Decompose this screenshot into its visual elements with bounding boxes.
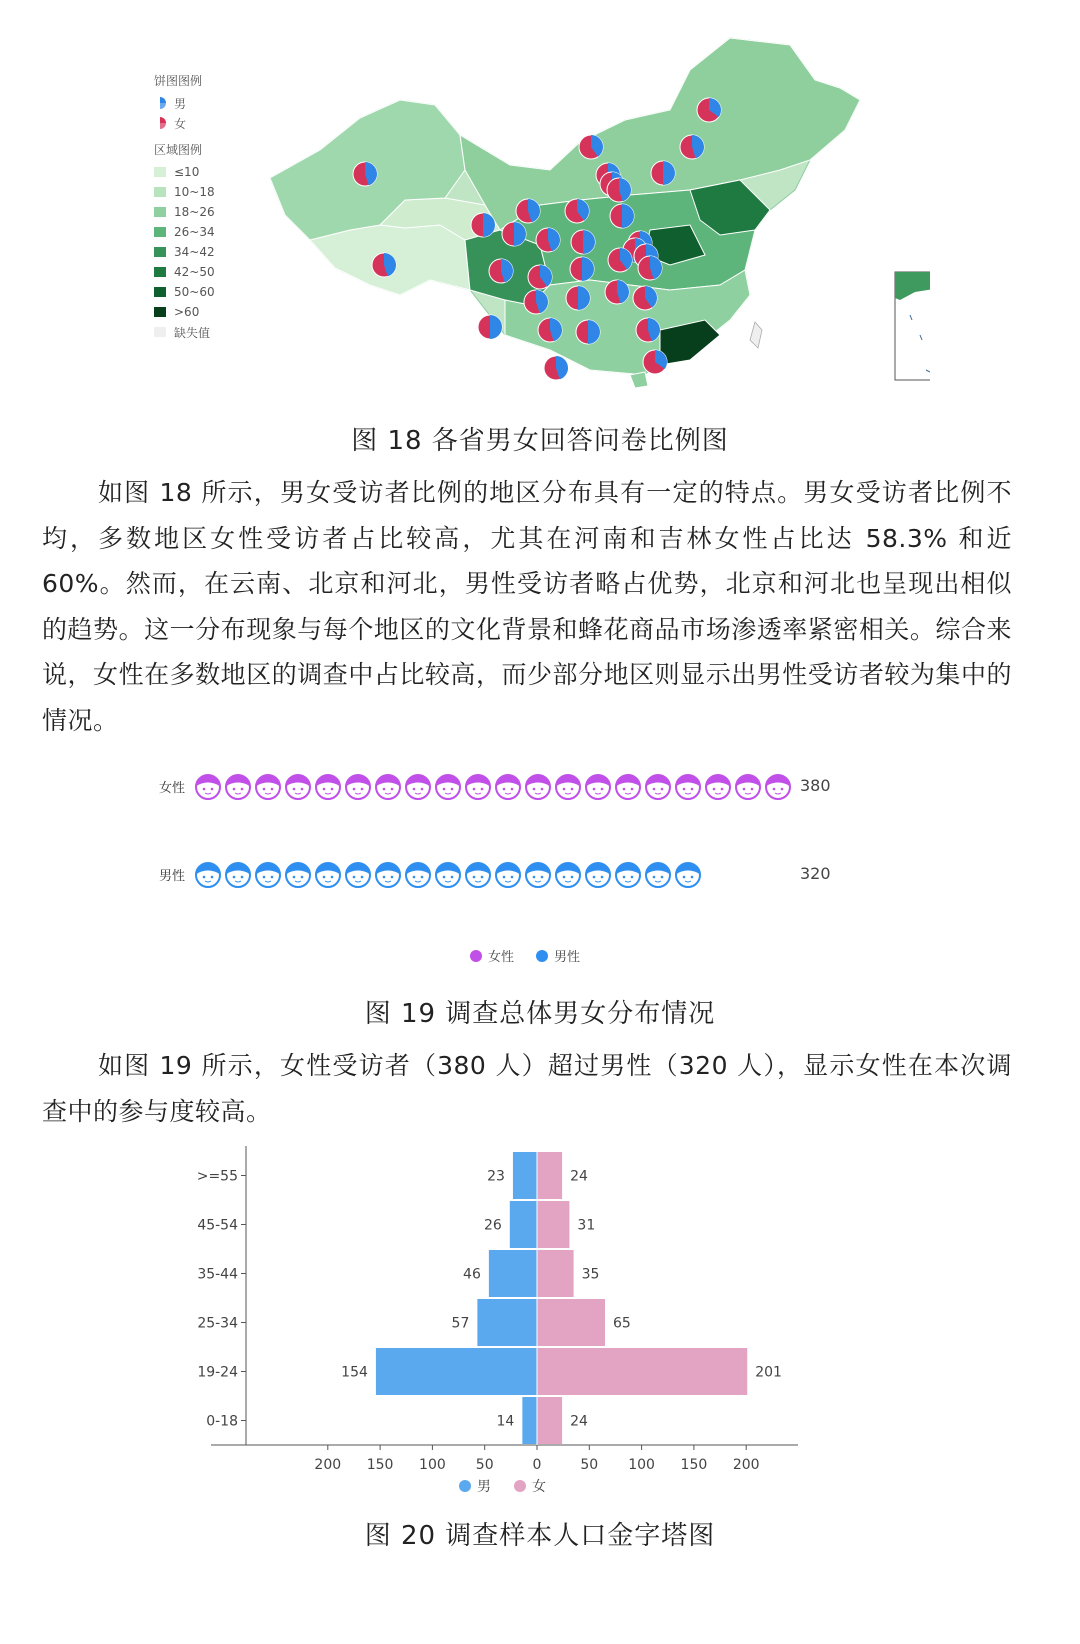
person-icon — [616, 863, 640, 887]
region-legend-label: 34~42 — [174, 245, 215, 259]
x-tick-label: 150 — [366, 1457, 394, 1473]
x-tick-label: 200 — [314, 1457, 342, 1473]
bar-female — [537, 1201, 569, 1248]
pie-marker — [607, 178, 631, 202]
person-icon — [706, 775, 730, 799]
pictogram-icons — [195, 860, 805, 890]
pie-marker — [502, 222, 526, 246]
region-legend-title: 区域图例 — [154, 143, 203, 157]
figure-19 — [140, 760, 860, 970]
bar-female — [537, 1299, 605, 1346]
x-tick-label: 150 — [680, 1457, 708, 1473]
pictogram-legend-item — [536, 946, 580, 965]
person-icon — [286, 775, 310, 799]
person-icon — [766, 775, 790, 799]
person-icon — [376, 863, 400, 887]
pie-slice-icon — [154, 97, 166, 109]
pie-marker — [643, 350, 667, 374]
pie-marker — [697, 98, 721, 122]
pie-marker — [524, 290, 548, 314]
data-label-male: 23 — [487, 1168, 505, 1185]
pie-marker — [571, 230, 595, 254]
region-legend-item — [154, 262, 254, 282]
x-tick-label: 100 — [628, 1457, 655, 1473]
map-legend — [154, 72, 254, 342]
x-tick-label: 200 — [732, 1457, 760, 1473]
pictogram-row-value: 320 — [800, 864, 831, 883]
pictogram-legend-item — [470, 946, 514, 965]
paragraph-1: 如图 18 所示，男女受访者比例的地区分布具有一定的特点。男女受访者比例不均，多数地区女性受访者占比较高，尤其在河南和吉林女性占比达 58.3% 和近 60%。然而，在云南、北京和河北，男性受访者略占优势，北京和河北也呈现出相似的趋势。这一分布现象与每个地区的文化背景和蜂花商品市场渗透率紧密相关。综合来说，女性在多数地区的调查中占比较高，而少部分地区则显示出男性受访者较为集中的情况。 — [42, 478, 1012, 735]
pie-marker — [489, 259, 513, 283]
person-icon — [496, 863, 520, 887]
data-label-male: 26 — [483, 1217, 502, 1234]
person-icon — [226, 863, 250, 887]
pictogram-legend — [140, 946, 910, 965]
person-icon — [646, 775, 670, 799]
legend-dot-icon — [470, 950, 482, 962]
y-tick-label: 25-34 — [197, 1315, 238, 1332]
x-tick-label: 50 — [580, 1457, 599, 1473]
pie-marker — [576, 320, 600, 344]
bar-female — [537, 1348, 747, 1395]
pictogram-row — [140, 772, 860, 802]
paragraph-2: 如图 19 所示，女性受访者（380 人）超过男性（320 人），显示女性在本次调查中的参与度较高。 — [42, 1051, 1012, 1126]
data-label-female: 35 — [581, 1266, 600, 1283]
region-hainan — [630, 372, 648, 388]
pie-marker — [636, 318, 660, 342]
person-icon — [256, 863, 280, 887]
region-legend-item — [154, 222, 254, 242]
person-icon — [346, 775, 370, 799]
person-icon — [586, 775, 610, 799]
region-swatch — [154, 187, 166, 197]
region-taiwan — [750, 322, 762, 348]
pie-marker — [528, 265, 552, 289]
person-icon — [616, 775, 640, 799]
china-map — [250, 30, 930, 390]
person-icon — [406, 863, 430, 887]
population-pyramid-chart — [180, 1140, 820, 1510]
person-icon — [286, 863, 310, 887]
y-tick-label: 0-18 — [206, 1413, 238, 1430]
bar-male — [510, 1201, 537, 1248]
pie-marker — [536, 228, 560, 252]
pie-slice-icon — [154, 117, 166, 129]
data-label-male: 154 — [341, 1364, 368, 1381]
pictogram-legend-label: 女性 — [487, 950, 514, 965]
y-tick-label: 45-54 — [197, 1217, 238, 1234]
pictogram-row-label: 男性 — [158, 869, 185, 884]
bar-male — [489, 1250, 537, 1297]
pie-marker — [651, 161, 675, 185]
data-label-female: 201 — [755, 1364, 782, 1381]
region-swatch — [154, 307, 166, 317]
data-label-male: 46 — [463, 1266, 481, 1283]
x-tick-label: 50 — [475, 1457, 494, 1473]
region-legend-label: 42~50 — [174, 265, 215, 279]
region-swatch — [154, 227, 166, 237]
person-icon — [436, 863, 460, 887]
data-label-female: 24 — [570, 1168, 588, 1185]
pie-marker — [478, 315, 502, 339]
region-legend-label: >60 — [174, 305, 200, 319]
person-icon — [196, 775, 220, 799]
region-legend-label: 10~18 — [174, 185, 215, 199]
person-icon — [316, 775, 340, 799]
pie-legend-title: 饼图图例 — [154, 74, 203, 88]
x-tick-label: 100 — [419, 1457, 446, 1473]
pie-marker — [544, 356, 568, 380]
pie-marker — [638, 256, 662, 280]
pie-marker — [633, 286, 657, 310]
pie-marker — [565, 199, 589, 223]
pie-marker — [516, 199, 540, 223]
person-icon — [376, 775, 400, 799]
pie-marker — [570, 257, 594, 281]
region-swatch — [154, 167, 166, 177]
figure-20-caption: 图 20 调查样本人口金字塔图 — [364, 1521, 716, 1551]
region-swatch — [154, 287, 166, 297]
person-icon — [646, 863, 670, 887]
region-legend-label: 缺失值 — [174, 325, 211, 340]
bar-female — [537, 1397, 562, 1444]
person-icon — [406, 775, 430, 799]
region-legend-item — [154, 202, 254, 222]
y-tick-label: 35-44 — [197, 1266, 238, 1283]
bar-male — [376, 1348, 537, 1395]
region-legend-label: 26~34 — [174, 225, 215, 239]
bar-male — [477, 1299, 537, 1346]
bar-female — [537, 1152, 562, 1199]
person-icon — [316, 863, 340, 887]
region-swatch — [154, 327, 166, 337]
data-label-male: 57 — [451, 1315, 470, 1332]
person-icon — [466, 775, 490, 799]
region-legend-item — [154, 322, 254, 342]
figure-18 — [150, 30, 930, 390]
figure-19-caption: 图 19 调查总体男女分布情况 — [364, 999, 716, 1029]
region-legend-item — [154, 282, 254, 302]
region-swatch — [154, 207, 166, 217]
data-label-female: 31 — [577, 1217, 596, 1234]
region-swatch — [154, 267, 166, 277]
person-icon — [496, 775, 520, 799]
pictogram-row-label: 女性 — [158, 781, 185, 796]
pie-marker — [610, 204, 634, 228]
pictogram-icons — [195, 772, 805, 802]
y-tick-label: >=55 — [196, 1168, 238, 1185]
legend-dot-icon — [514, 1480, 526, 1492]
bar-male — [522, 1397, 537, 1444]
pictogram-legend-label: 男性 — [554, 950, 581, 965]
chart-legend-label: 女 — [532, 1479, 546, 1495]
bar-male — [513, 1152, 537, 1199]
person-icon — [436, 775, 460, 799]
person-icon — [256, 775, 280, 799]
person-icon — [526, 863, 550, 887]
pie-marker — [471, 213, 495, 237]
data-label-male: 14 — [496, 1413, 515, 1430]
x-tick-label: 0 — [532, 1457, 542, 1473]
region-legend-item — [154, 162, 254, 182]
region-legend-item — [154, 242, 254, 262]
pie-legend-label: 男 — [174, 96, 187, 111]
person-icon — [736, 775, 760, 799]
region-legend-item — [154, 302, 254, 322]
pie-marker — [372, 253, 396, 277]
bar-female — [537, 1250, 574, 1297]
person-icon — [526, 775, 550, 799]
person-icon — [346, 863, 370, 887]
legend-dot-icon — [459, 1480, 471, 1492]
person-icon — [466, 863, 490, 887]
region-legend-label: 50~60 — [174, 285, 215, 299]
person-icon — [586, 863, 610, 887]
pictogram-row — [140, 860, 860, 890]
pie-marker — [566, 286, 590, 310]
pie-legend-item — [154, 93, 254, 113]
pie-marker — [605, 280, 629, 304]
person-icon — [676, 863, 700, 887]
pictogram-row-value: 380 — [800, 776, 831, 795]
pie-legend-item — [154, 113, 254, 133]
y-tick-label: 19-24 — [197, 1364, 238, 1381]
region-legend-label: ≤10 — [174, 165, 200, 179]
chart-legend-label: 男 — [477, 1479, 491, 1495]
region-legend-label: 18~26 — [174, 205, 215, 219]
person-icon — [226, 775, 250, 799]
data-label-female: 24 — [570, 1413, 588, 1430]
pie-marker — [353, 162, 377, 186]
pie-marker — [680, 135, 704, 159]
person-icon — [676, 775, 700, 799]
person-icon — [196, 863, 220, 887]
figure-18-caption: 图 18 各省男女回答问卷比例图 — [351, 426, 729, 456]
person-icon — [556, 863, 580, 887]
person-icon — [556, 775, 580, 799]
region-swatch — [154, 247, 166, 257]
legend-dot-icon — [536, 950, 548, 962]
data-label-female: 65 — [612, 1315, 631, 1332]
pie-marker — [538, 318, 562, 342]
pie-legend-label: 女 — [174, 116, 187, 131]
pie-marker — [608, 248, 632, 272]
region-legend-item — [154, 182, 254, 202]
pie-marker — [579, 135, 603, 159]
